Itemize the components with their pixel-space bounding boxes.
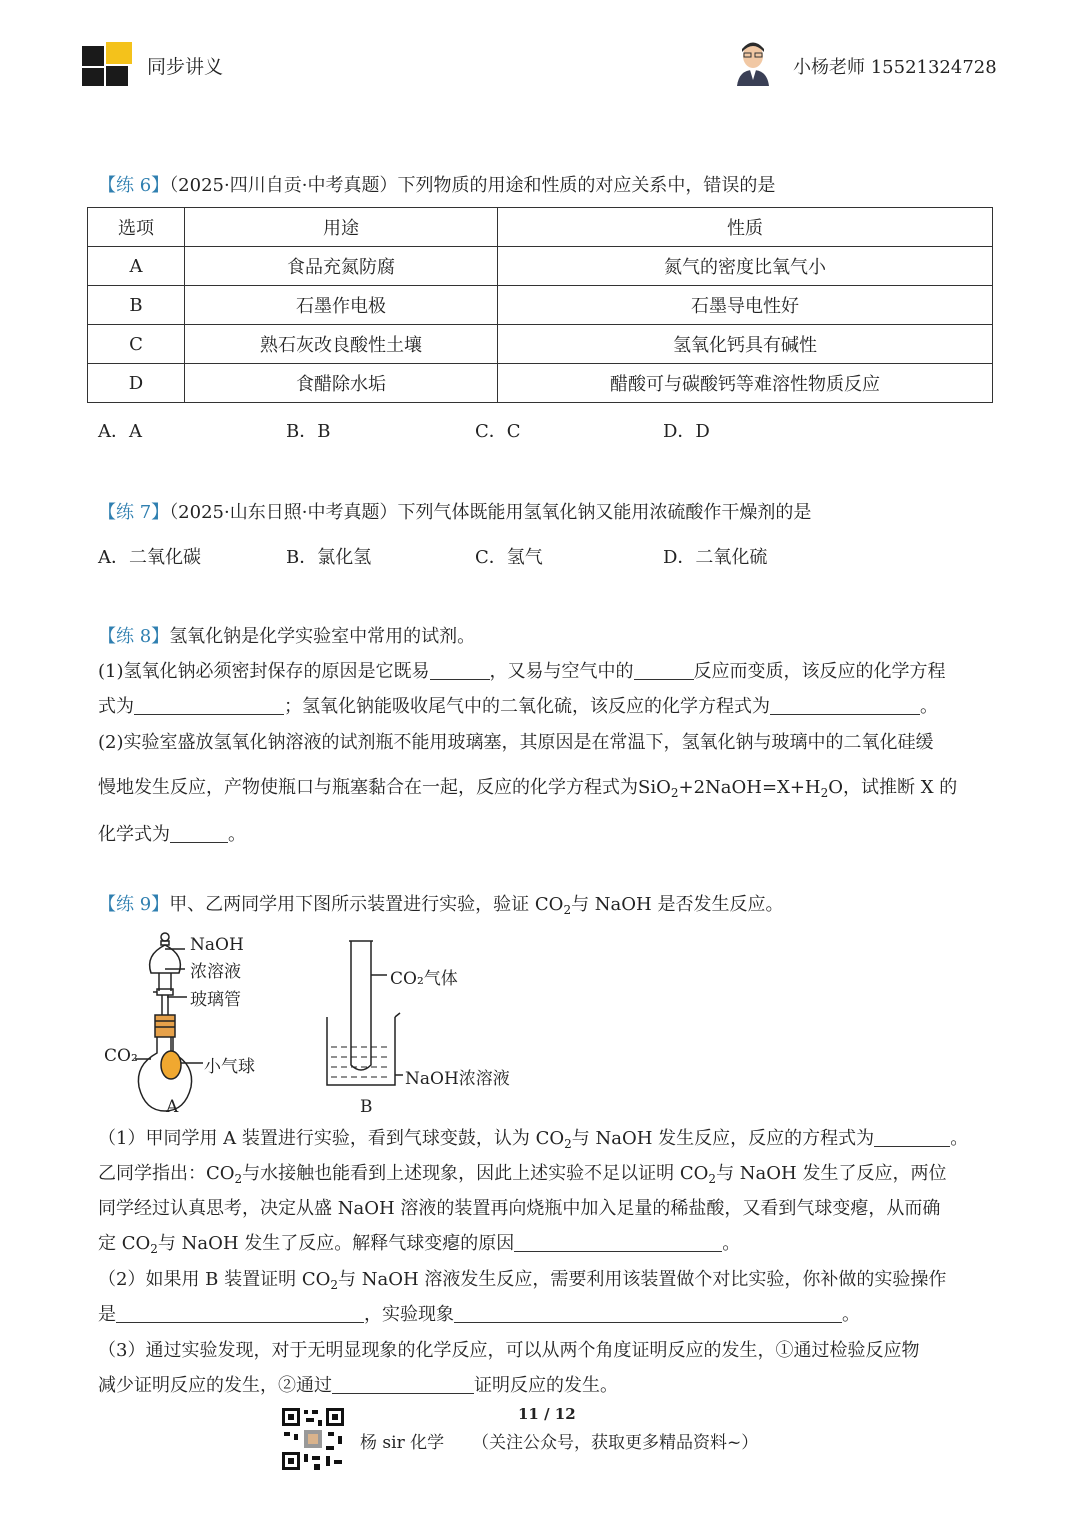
table-cell: D: [88, 364, 185, 403]
answer-blank[interactable]: [770, 696, 920, 715]
q8-part1-line1: [98, 660, 946, 684]
table-row: [88, 325, 993, 364]
answer-blank[interactable]: [634, 661, 694, 680]
text: ；氢氧化钠能吸收尾气中的二氧化硫，该反应的化学方程式为: [284, 696, 770, 717]
subscript: 2: [708, 1172, 717, 1186]
q9-part3-line1: [98, 1339, 919, 1363]
table-cell: 氢氧化钙具有碱性: [498, 325, 993, 364]
text: 。: [722, 1233, 741, 1254]
q9-part3-line2: [98, 1374, 618, 1398]
q7-stem-text: （2025·山东日照·中考真题）下列气体既能用氢氧化钠又能用浓硫酸作干燥剂的是: [169, 502, 812, 523]
answer-blank[interactable]: [514, 1233, 722, 1252]
q6-choice-c[interactable]: C．C: [475, 421, 521, 442]
answer-blank[interactable]: [430, 661, 490, 680]
q9-part1-line3: [98, 1197, 940, 1221]
qr-code-icon[interactable]: [280, 1406, 346, 1472]
answer-blank[interactable]: [454, 1304, 842, 1323]
q8-part2-line3: [98, 823, 246, 847]
text: +2NaOH=X+H: [678, 777, 821, 798]
q7-tag: 【练 7】: [98, 502, 170, 523]
text: 化学式为: [98, 824, 170, 845]
answer-blank[interactable]: [874, 1128, 950, 1147]
q9-part2-line1: [98, 1268, 946, 1297]
answer-blank[interactable]: [134, 696, 284, 715]
text: 同学经过认真思考，决定从盛 NaOH 溶液的装置再向烧瓶中加入足量的稀盐酸，又看到气球变瘪，从而确: [98, 1198, 941, 1219]
subscript: 2: [670, 786, 679, 800]
text: ，又易与空气中的: [489, 661, 634, 682]
q9-part1-line4: [98, 1232, 740, 1261]
subscript: 2: [563, 903, 572, 917]
text: 反应而变质，该反应的化学方程: [693, 661, 946, 682]
fig-label-a: A: [166, 1097, 179, 1117]
header: [0, 0, 1080, 100]
table-header-row: [88, 208, 993, 247]
text: O，试推断 X 的: [828, 777, 958, 798]
q6-choice-d[interactable]: D．D: [663, 421, 710, 442]
q7-choice-c[interactable]: C．氢气: [475, 547, 543, 568]
fig-label-balloon: 小气球: [204, 1057, 255, 1077]
table-cell: 氮气的密度比氧气小: [498, 247, 993, 286]
q8-part2-line2: [98, 776, 957, 805]
text: （2）如果用 B 装置证明 CO: [98, 1269, 331, 1290]
logo-icon: [80, 42, 136, 88]
answer-blank[interactable]: [332, 1375, 474, 1394]
subscript: 2: [564, 1137, 572, 1151]
q9-tag: 【练 9】: [98, 894, 170, 915]
q8-stem-text: 氢氧化钠是化学实验室中常用的试剂。: [169, 626, 476, 647]
table-cell: 石墨导电性好: [498, 286, 993, 325]
table-row: [88, 286, 993, 325]
table-header-cell: 性质: [498, 208, 993, 247]
table-cell: 醋酸可与碳酸钙等难溶性物质反应: [498, 364, 993, 403]
q7-stem: [98, 501, 811, 525]
q6-choice-b[interactable]: B．B: [286, 421, 331, 442]
table-cell: C: [88, 325, 185, 364]
text: （3）通过实验发现，对于无明显现象的化学反应，可以从两个角度证明反应的发生，①通过检验反应物: [98, 1340, 920, 1361]
table-cell: 熟石灰改良酸性土壤: [185, 325, 498, 364]
table-header-cell: 选项: [88, 208, 185, 247]
table-cell: 食醋除水垢: [185, 364, 498, 403]
text: 与 NaOH 溶液发生反应，需要利用该装置做个对比实验，你补做的实验操作: [338, 1269, 947, 1290]
q6-stem-text: （2025·四川自贡·中考真题）下列物质的用途和性质的对应关系中，错误的是: [169, 175, 776, 196]
q7-choice-a[interactable]: A．二氧化碳: [98, 547, 201, 568]
text: 。: [842, 1304, 860, 1325]
text: 式为: [98, 696, 134, 717]
text: 。: [920, 696, 938, 717]
text: 与水接触也能看到上述现象，因此上述实验不足以证明 CO: [242, 1163, 709, 1184]
text: (2)实验室盛放氢氧化钠溶液的试剂瓶不能用玻璃塞，其原因是在常温下，氢氧化钠与玻璃中的二氧化硅缓: [98, 732, 934, 753]
footer-brand: 杨 sir 化学: [360, 1433, 445, 1453]
table-cell: B: [88, 286, 185, 325]
q6-tag: 【练 6】: [98, 175, 170, 196]
q9-part1-line1: [98, 1127, 968, 1156]
subscript: 2: [150, 1242, 158, 1256]
q7-choice-b[interactable]: B．氯化氢: [286, 547, 372, 568]
table-cell: 食品充氮防腐: [185, 247, 498, 286]
fig-label-co2: CO₂: [104, 1046, 138, 1066]
table-header-cell: 用途: [185, 208, 498, 247]
q9-part1-line2: [98, 1162, 946, 1191]
q8-part1-line2: [98, 695, 938, 719]
fig-label-concentrated: 浓溶液: [190, 962, 241, 982]
text: 甲、乙两同学用下图所示装置进行实验，验证 CO: [169, 894, 564, 915]
footer-note: （关注公众号，获取更多精品资料~）: [472, 1433, 759, 1453]
table-cell: A: [88, 247, 185, 286]
text: 。: [950, 1128, 969, 1149]
text: 证明反应的发生。: [474, 1375, 618, 1396]
answer-blank[interactable]: [116, 1304, 364, 1323]
page-number: 11 / 12: [518, 1405, 576, 1423]
text: 与 NaOH 发生了反应，两位: [716, 1163, 947, 1184]
text: 乙同学指出：CO: [98, 1163, 235, 1184]
q9-part2-line2: [98, 1303, 860, 1327]
q8-part2-line1: [98, 731, 934, 755]
table-cell: 石墨作电极: [185, 286, 498, 325]
table-row: [88, 247, 993, 286]
text: 慢地发生反应，产物使瓶口与瓶塞黏合在一起，反应的化学方程式为SiO: [98, 777, 671, 798]
fig-label-naoh: NaOH: [190, 935, 244, 955]
q9-apparatus-figure: [95, 925, 535, 1120]
header-title: 同步讲义: [147, 56, 224, 78]
teacher-contact: 小杨老师 15521324728: [793, 57, 997, 78]
text: 与 NaOH 发生反应，反应的方程式为: [571, 1128, 875, 1149]
text: 减少证明反应的发生，②通过: [98, 1375, 332, 1396]
q9-stem: [98, 893, 783, 922]
text: 与 NaOH 是否发生反应。: [571, 894, 784, 915]
fig-label-naoh-solution: NaOH浓溶液: [405, 1069, 510, 1089]
teacher-avatar-icon: [733, 40, 773, 86]
q6-choice-a[interactable]: A．A: [98, 421, 142, 442]
text: （1）甲同学用 A 装置进行实验，看到气球变鼓，认为 CO: [98, 1128, 565, 1149]
apparatus-b: [327, 941, 403, 1085]
q6-table: [87, 207, 993, 403]
q8-tag: 【练 8】: [98, 626, 170, 647]
fig-label-glass-tube: 玻璃管: [190, 990, 241, 1010]
text: 。: [228, 824, 246, 845]
q6-stem: [98, 174, 775, 198]
fig-label-b: B: [360, 1097, 373, 1117]
fig-label-co2-gas: CO₂气体: [390, 969, 458, 989]
answer-blank[interactable]: [170, 824, 228, 843]
q7-choice-d[interactable]: D．二氧化硫: [663, 547, 768, 568]
subscript: 2: [234, 1172, 243, 1186]
text: 定 CO: [98, 1233, 151, 1254]
table-row: [88, 364, 993, 403]
text: 是: [98, 1304, 116, 1325]
text: ，实验现象: [364, 1304, 454, 1325]
subscript: 2: [330, 1278, 339, 1292]
text: 与 NaOH 发生了反应。解释气球变瘪的原因: [157, 1233, 515, 1254]
subscript: 2: [820, 786, 829, 800]
text: (1)氢氧化钠必须密封保存的原因是它既易: [98, 661, 430, 682]
q8-stem: [98, 625, 475, 649]
